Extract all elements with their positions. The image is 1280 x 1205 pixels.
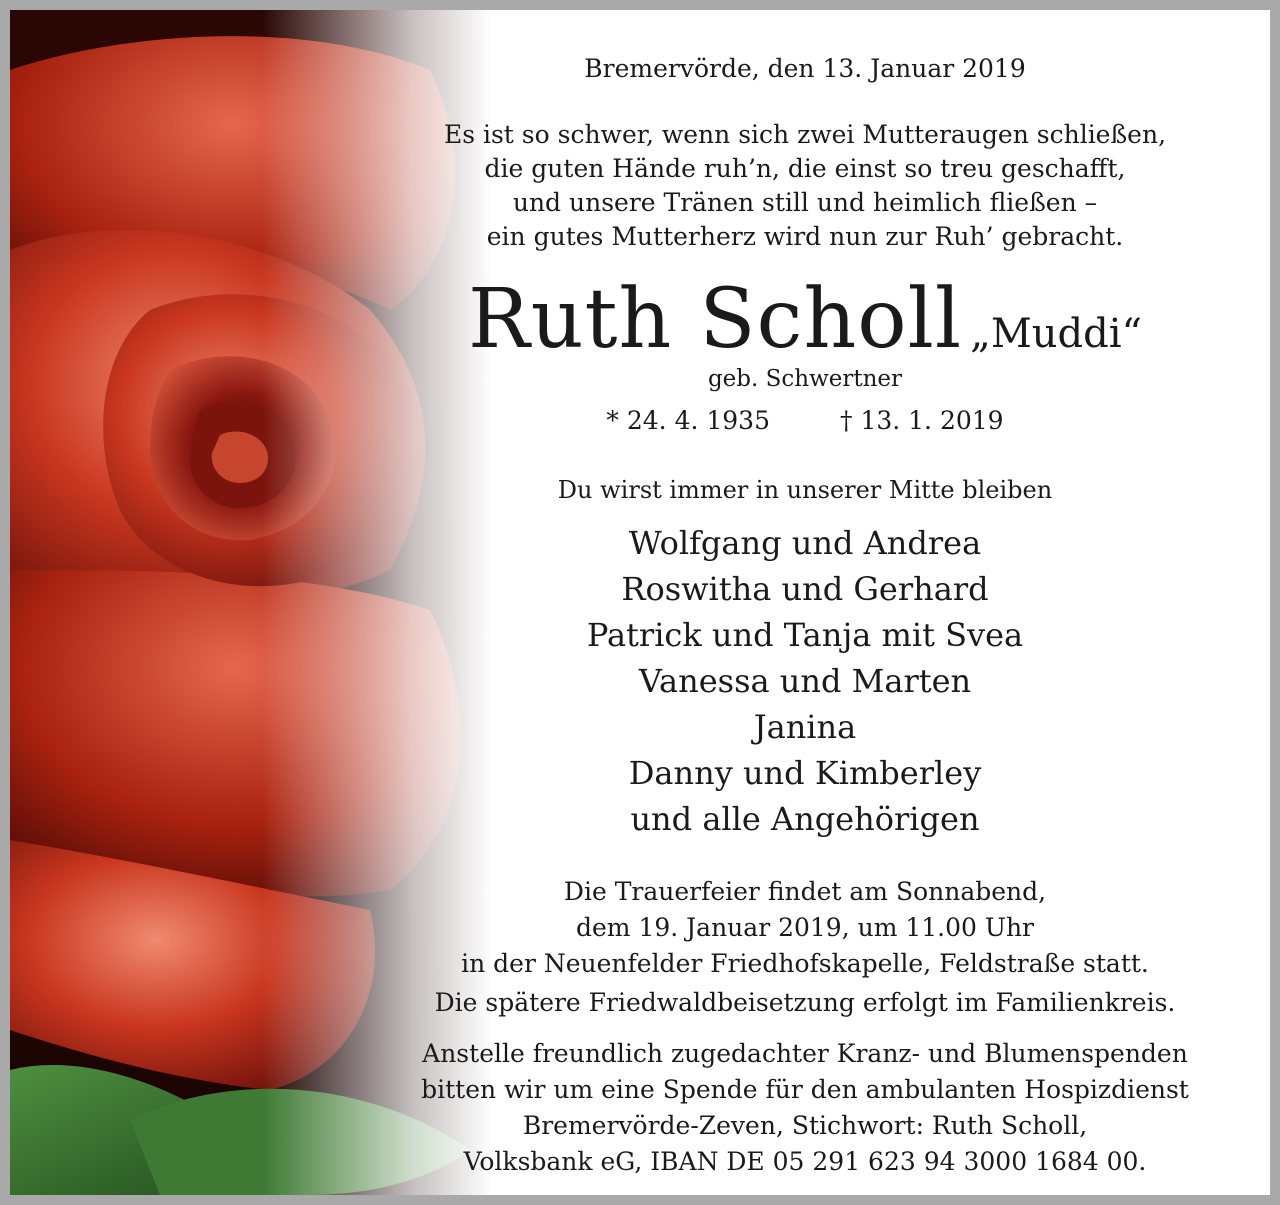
family-entry: und alle Angehörigen xyxy=(630,800,980,838)
deceased-name: Ruth Scholl xyxy=(467,272,963,367)
funeral-info xyxy=(340,874,1270,982)
funeral-line: Die Trauerfeier findet am Sonnabend, xyxy=(563,877,1047,906)
poem-line: Es ist so schwer, wenn sich zwei Mutteraugen schließen, xyxy=(443,120,1167,149)
family-entry: Danny und Kimberley xyxy=(628,754,982,792)
funeral-line: dem 19. Januar 2019, um 11.00 Uhr xyxy=(576,913,1034,942)
funeral-line: in der Neuenfelder Friedhofskapelle, Feldstraße statt. xyxy=(461,949,1149,978)
birth-name: geb. Schwertner xyxy=(707,366,903,392)
family-entry: Patrick und Tanja mit Svea xyxy=(586,616,1024,654)
family-entry: Janina xyxy=(753,708,857,746)
birth-date: * 24. 4. 1935 xyxy=(606,406,770,435)
poem-line: und unsere Tränen still und heimlich fließen – xyxy=(512,188,1098,217)
poem xyxy=(340,118,1270,254)
family-list xyxy=(340,520,1270,842)
death-date: † 13. 1. 2019 xyxy=(840,406,1004,435)
family-entry: Vanessa und Marten xyxy=(638,662,972,700)
obituary-notice xyxy=(10,10,1270,1195)
donation-request xyxy=(340,1036,1270,1180)
farewell-line: Du wirst immer in unserer Mitte bleiben xyxy=(557,476,1053,504)
life-dates xyxy=(340,406,1270,435)
burial-info: Die spätere Friedwaldbeisetzung erfolgt im Familienkreis. xyxy=(434,988,1176,1017)
poem-line: die guten Hände ruh’n, die einst so treu geschafft, xyxy=(484,154,1126,183)
donation-line: Anstelle freundlich zugedachter Kranz- und Blumenspenden xyxy=(422,1039,1188,1068)
notice-text xyxy=(340,10,1270,1195)
family-entry: Wolfgang und Andrea xyxy=(628,524,982,562)
family-entry: Roswitha und Gerhard xyxy=(621,570,989,608)
donation-line: Volksbank eG, IBAN DE 05 291 623 94 3000 1684 00. xyxy=(463,1147,1147,1176)
nickname: „Muddi“ xyxy=(970,311,1143,357)
poem-line: ein gutes Mutterherz wird nun zur Ruh’ gebracht. xyxy=(486,222,1124,251)
donation-line: Bremervörde-Zeven, Stichwort: Ruth Scholl, xyxy=(522,1111,1088,1140)
place-date: Bremervörde, den 13. Januar 2019 xyxy=(584,54,1026,83)
donation-line: bitten wir um eine Spende für den ambulanten Hospizdienst xyxy=(421,1075,1189,1104)
